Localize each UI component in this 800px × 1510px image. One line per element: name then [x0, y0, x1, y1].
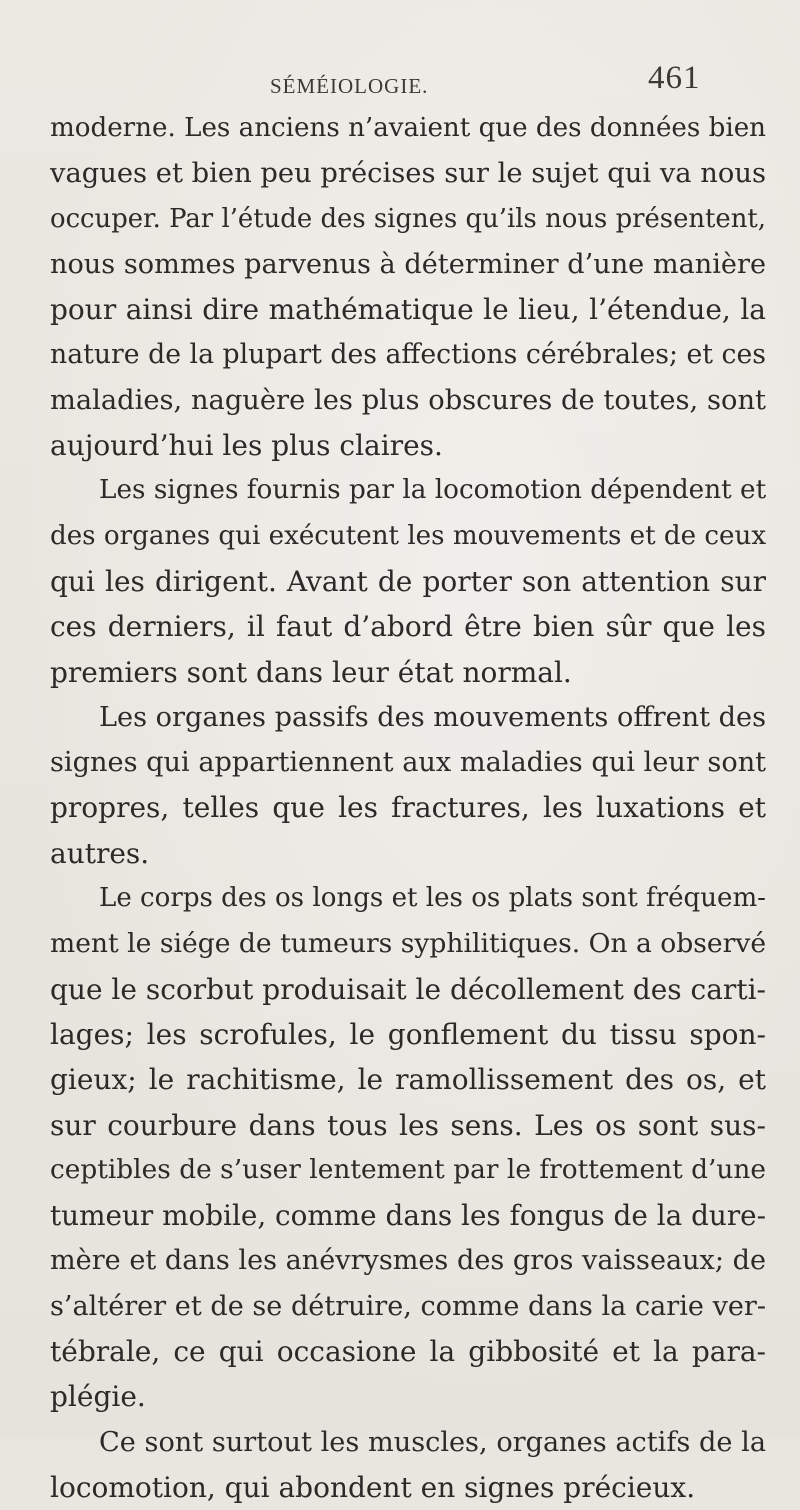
text-line: locomotion, qui abondent en signes précieux.	[50, 1470, 696, 1504]
text-line: propres, telles que les fractures, les luxations et	[50, 791, 766, 825]
text-line: plégie.	[50, 1380, 146, 1414]
text-line: mère et dans les anévrysmes des gros vaisseaux; de	[50, 1245, 766, 1277]
text-line: signes qui appartiennent aux maladies qui leur sont	[50, 747, 767, 779]
text-line: sur courbure dans tous les sens. Les os sont sus-	[50, 1108, 766, 1142]
text-line: premiers sont dans leur état normal.	[50, 655, 572, 689]
text-line: tébrale, ce qui occasione la gibbosité et la para-	[50, 1335, 766, 1369]
text-line: aujourd’hui les plus claires.	[50, 429, 443, 463]
text-line: ment le siége de tumeurs syphilitiques. On a observé	[50, 928, 767, 960]
running-title: SÉMÉIOLOGIE.	[270, 74, 429, 98]
text-line: occuper. Par l’étude des signes qu’ils nous présentent,	[50, 203, 766, 234]
text-line: ces derniers, il faut d’abord être bien sûr que les	[50, 610, 766, 644]
text-line: lages; les scrofules, le gonflement du tissu spon-	[50, 1017, 766, 1051]
text-line: s’altérer et de se détruire, comme dans la carie ver-	[50, 1290, 766, 1322]
text-line: Les organes passifs des mouvements offrent des	[99, 701, 767, 733]
text-line: ceptibles de s’user lentement par le frottement d’une	[50, 1154, 766, 1185]
text-line: que le scorbut produisait le décollement des carti-	[50, 972, 766, 1006]
text-line: maladies, naguère les plus obscures de toutes, sont	[50, 384, 766, 416]
page-number: 461	[648, 60, 701, 96]
text-line: autres.	[50, 836, 150, 870]
running-head	[0, 60, 800, 100]
text-line: des organes qui exécutent les mouvements et de ceux	[50, 520, 767, 551]
text-line: Le corps des os longs et les os plats sont fréquem-	[99, 883, 766, 914]
text-line: qui les dirigent. Avant de porter son attention sur	[50, 564, 766, 598]
text-line: Les signes fournis par la locomotion dépendent et	[99, 475, 767, 506]
text-line: pour ainsi dire mathématique le lieu, l’étendue, la	[50, 293, 766, 327]
text-line: moderne. Les anciens n’avaient que des données bien	[50, 113, 766, 143]
body-text	[50, 106, 766, 1510]
text-line: nous sommes parvenus à déterminer d’une manière	[50, 248, 766, 280]
text-line: gieux; le rachitisme, le ramollissement des os, et	[50, 1063, 766, 1097]
text-line: nature de la plupart des affections cérébrales; et ces	[50, 339, 766, 371]
text-line: tumeur mobile, comme dans les fongus de la dure-	[50, 1199, 766, 1233]
text-line: vagues et bien peu précises sur le sujet qui va nous	[50, 158, 766, 190]
text-line: Ce sont surtout les muscles, organes actifs de la	[99, 1426, 766, 1458]
